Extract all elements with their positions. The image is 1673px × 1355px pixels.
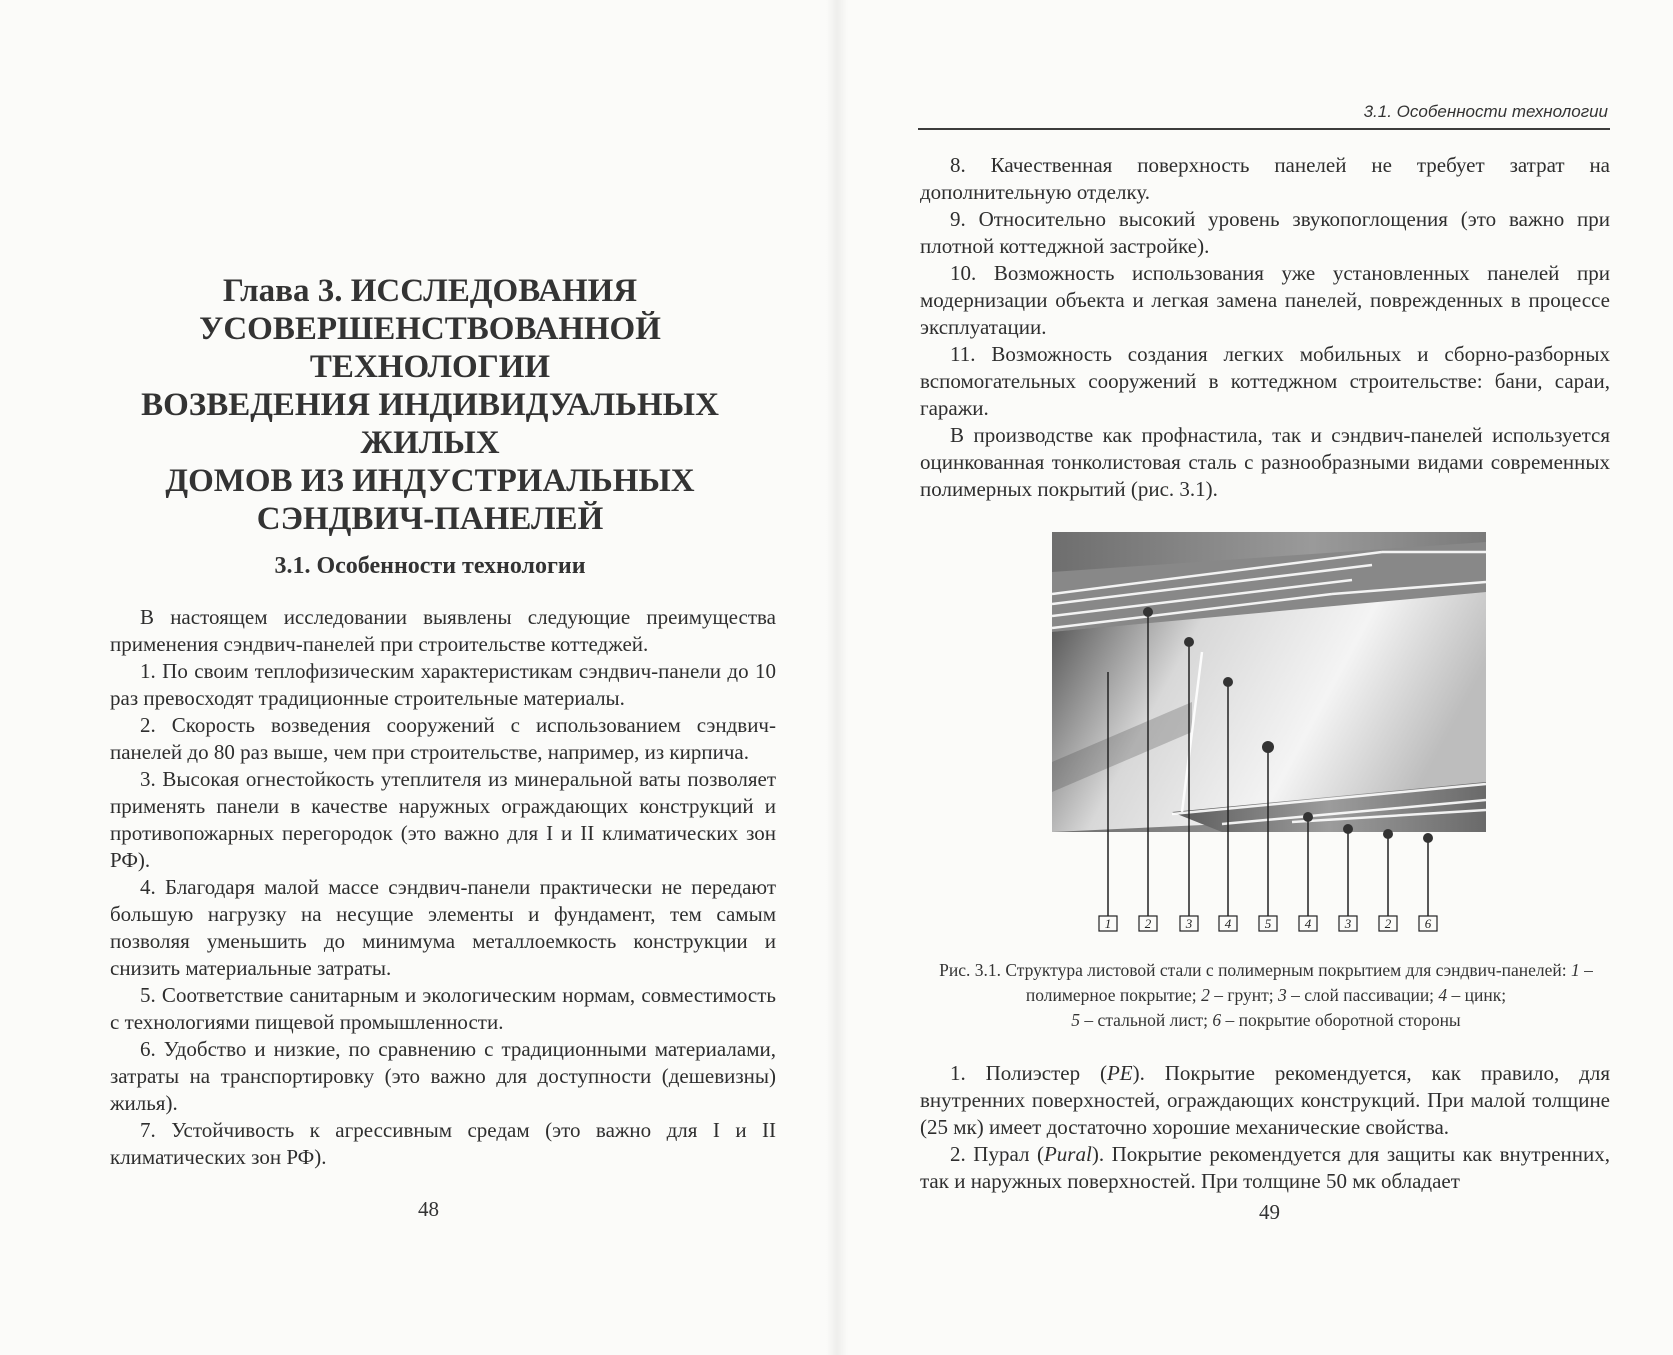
right-body-text-after-figure [920,1060,1610,1195]
paragraph: 6. Удобство и низкие, по сравнению с традиционными материалами, затраты на транспортировку (это важно для доступности (дешевизны) жилья). [110,1037,776,1115]
paragraph-text: 1. Полиэстер ( [950,1061,1107,1085]
caption-text: – слой пассивации; [1286,985,1439,1005]
paragraph: В производстве как профнастила, так и сэндвич-панелей используется оцинкованная тонколистовая сталь с разнообразными видами современных полимерных покрытий (рис. 3.1). [920,423,1610,501]
steel-structure-figure [1052,532,1486,932]
paragraph: 3. Высокая огнестойкость утеплителя из минеральной ваты позволяет применять панели в качестве наружных ограждающих конструкций и противопожарных перегородок (это важно для I и II климатических зон РФ). [110,767,776,872]
figure-label: 5 [1264,916,1272,931]
paragraph: 11. Возможность создания легких мобильных и сборно-разборных вспомогательных сооружений в коттеджном строительстве: бани, сараи, гаражи. [920,342,1610,420]
paragraph [920,1060,1610,1141]
paragraph-text: 2. Пурал ( [950,1142,1044,1166]
paragraph: 4. Благодаря малой массе сэндвич-панели практически не передают большую нагрузку на несущие элементы и фундамент, тем самым позволяя уменьшить до минимума металлоемкость конструкции и снизить материальные затраты. [110,875,776,980]
caption-text: – покрытие оборотной стороны [1221,1010,1461,1030]
chapter-title-line: УСОВЕРШЕНСТВОВАННОЙ ТЕХНОЛОГИИ [199,311,661,385]
right-body-text [920,152,1610,503]
running-head: 3.1. Особенности технологии [1363,102,1608,121]
caption-number: 5 [1071,1010,1081,1030]
paragraph-text: ). Покрытие рекомендуется для защиты как внутренних, так и наружных поверхностей. При толщине 50 мк обладает [920,1142,1610,1193]
figure-label: 4 [1224,916,1232,931]
header-rule [918,128,1610,130]
paragraph: 8. Качественная поверхность панелей не требует затрат на дополнительную отделку. [920,153,1610,204]
left-page [0,0,836,1355]
caption-text: – цинк; [1447,985,1507,1005]
page-number-left: 48 [418,1197,439,1221]
caption-text: – грунт; [1209,985,1279,1005]
caption-text: – стальной лист; [1080,1010,1213,1030]
figure-label: 2 [1384,916,1392,931]
paragraph [920,1141,1610,1195]
paragraph: 10. Возможность использования уже установленных панелей при модернизации объекта и легкая замена панелей, поврежденных в процессе эксплуатации. [920,261,1610,339]
chapter-title-line: ДОМОВ ИЗ ИНДУСТРИАЛЬНЫХ [165,463,695,499]
caption-number: 2 [1201,985,1210,1005]
figure-label: 1 [1104,916,1112,931]
chapter-title-line: Глава 3. ИССЛЕДОВАНИЯ [222,273,638,309]
figure-label: 6 [1424,916,1432,931]
paragraph: 5. Соответствие санитарным и экологическим нормам, совместимость с технологиями пищевой промышленности. [110,983,776,1034]
paragraph: 2. Скорость возведения сооружений с использованием сэндвич-панелей до 80 раз выше, чем при строительстве, например, из кирпича. [110,713,776,764]
paragraph: 9. Относительно высокий уровень звукопоглощения (это важно при плотной коттеджной застройке). [920,207,1610,258]
paragraph-text: ). Покрытие рекомендуется, как правило, для внутренних поверхностей, ограждающих конструкций. При малой толщине (25 мк) имеет достаточно хорошие механические свойства. [920,1061,1610,1139]
left-body-text [110,604,776,1171]
figure-label: 4 [1304,916,1312,931]
caption-number: 4 [1438,985,1448,1005]
caption-number: 3 [1278,985,1287,1005]
caption-number: 6 [1212,1010,1222,1030]
section-title: 3.1. Особенности технологии [274,553,586,579]
caption-prefix: Рис. 3.1. Структура листовой стали с полимерным покрытием для сэндвич-панелей: [939,960,1567,980]
figure-caption [930,958,1602,1033]
chapter-title-line: ВОЗВЕДЕНИЯ ИНДИВИДУАЛЬНЫХ ЖИЛЫХ [141,387,719,461]
figure-label: 3 [1185,916,1193,931]
chapter-title-line: СЭНДВИЧ-ПАНЕЛЕЙ [256,501,604,537]
caption-number: 1 [1571,960,1580,980]
paragraph-italic: Pural [1043,1142,1092,1166]
paragraph-italic: PE [1106,1061,1133,1085]
caption-text: – полимерное покрытие; [1025,960,1593,1005]
figure-label: 3 [1344,916,1352,931]
chapter-title [90,272,770,538]
paragraph: 7. Устойчивость к агрессивным средам (это важно для I и II климатических зон РФ). [110,1118,776,1169]
page-number-right: 49 [1259,1200,1280,1224]
figure-label: 2 [1144,916,1152,931]
paragraph: В настоящем исследовании выявлены следующие преимущества применения сэндвич-панелей при строительстве коттеджей. [110,605,776,656]
paragraph: 1. По своим теплофизическим характеристикам сэндвич-панели до 10 раз превосходят традиционные строительные материалы. [110,659,776,710]
figure-illustration [1052,532,1486,832]
